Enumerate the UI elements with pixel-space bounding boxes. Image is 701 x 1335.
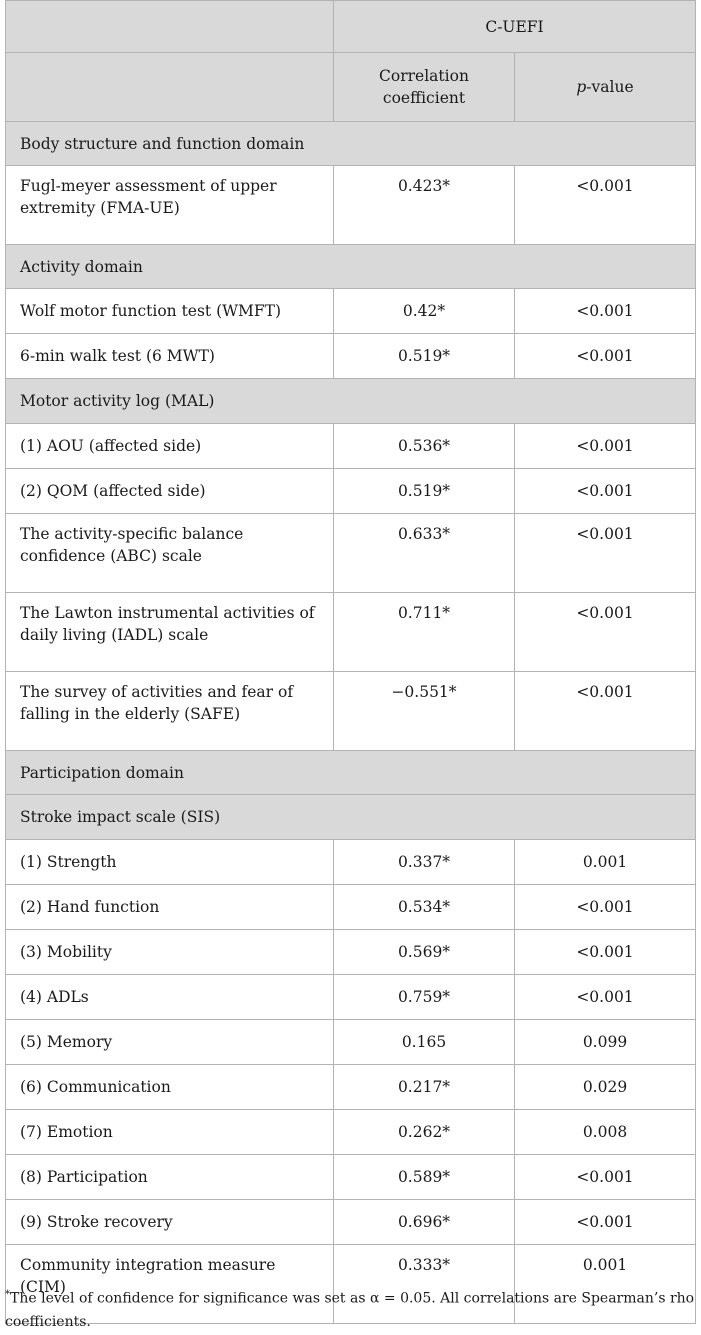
p-value: 0.001 (515, 1245, 696, 1324)
header-empty-cell (6, 1, 334, 53)
measure-label: The Lawton instrumental activities of daily living (IADL) scale (6, 593, 334, 672)
table-row (6, 469, 696, 514)
subsection-label: Motor activity log (MAL) (6, 379, 696, 424)
correlation-value: 0.696* (334, 1200, 515, 1245)
correlation-value: 0.759* (334, 975, 515, 1020)
table-row (6, 334, 696, 379)
correlation-value: 0.333* (334, 1245, 515, 1324)
p-value: <0.001 (515, 930, 696, 975)
table-body (6, 122, 696, 1324)
p-value: <0.001 (515, 975, 696, 1020)
correlation-value: 0.262* (334, 1110, 515, 1155)
table-row (6, 1065, 696, 1110)
measure-label: (7) Emotion (6, 1110, 334, 1155)
correlation-value: 0.423* (334, 166, 515, 245)
p-value: <0.001 (515, 672, 696, 751)
p-italic: p (576, 78, 587, 96)
col-header-correlation: Correlation coefficient (334, 53, 515, 122)
measure-label: (6) Communication (6, 1065, 334, 1110)
table-row (6, 1020, 696, 1065)
correlation-value: 0.217* (334, 1065, 515, 1110)
section-label: Participation domain (6, 751, 696, 795)
correlation-value: 0.337* (334, 840, 515, 885)
table-row (6, 514, 696, 593)
p-value: <0.001 (515, 289, 696, 334)
p-value: <0.001 (515, 514, 696, 593)
measure-label: (1) AOU (affected side) (6, 424, 334, 469)
group-header-c-uefi: C-UEFI (334, 1, 696, 53)
p-value: <0.001 (515, 1200, 696, 1245)
p-value: 0.008 (515, 1110, 696, 1155)
p-value: <0.001 (515, 1155, 696, 1200)
p-value: <0.001 (515, 885, 696, 930)
measure-label: 6-min walk test (6 MWT) (6, 334, 334, 379)
p-value: 0.029 (515, 1065, 696, 1110)
correlation-value: 0.536* (334, 424, 515, 469)
table-row (6, 1200, 696, 1245)
measure-label: (1) Strength (6, 840, 334, 885)
measure-label: (2) QOM (affected side) (6, 469, 334, 514)
subsection-header-row (6, 379, 696, 424)
measure-label: Fugl-meyer assessment of upper extremity (FMA-UE) (6, 166, 334, 245)
correlation-value: 0.711* (334, 593, 515, 672)
table-footnote (5, 1283, 695, 1334)
p-value: <0.001 (515, 334, 696, 379)
correlation-value: 0.165 (334, 1020, 515, 1065)
correlation-value: −0.551* (334, 672, 515, 751)
correlation-value: 0.519* (334, 469, 515, 514)
table-row (6, 424, 696, 469)
section-label: Activity domain (6, 245, 696, 289)
correlation-value: 0.569* (334, 930, 515, 975)
measure-label: The survey of activities and fear of falling in the elderly (SAFE) (6, 672, 334, 751)
section-header-row (6, 245, 696, 289)
table-row (6, 672, 696, 751)
table-row (6, 1155, 696, 1200)
table-row (6, 975, 696, 1020)
measure-label: (9) Stroke recovery (6, 1200, 334, 1245)
p-value: <0.001 (515, 166, 696, 245)
table-row (6, 289, 696, 334)
footnote-marker: * (5, 1289, 10, 1300)
section-label: Body structure and function domain (6, 122, 696, 166)
table-row (6, 1110, 696, 1155)
table-row (6, 885, 696, 930)
header-empty-cell-lower (6, 53, 334, 122)
measure-label: (8) Participation (6, 1155, 334, 1200)
measure-label: Wolf motor function test (WMFT) (6, 289, 334, 334)
p-value: <0.001 (515, 469, 696, 514)
section-header-row (6, 751, 696, 795)
measure-label: Community integration measure (CIM) (6, 1245, 334, 1324)
correlation-table (5, 0, 696, 1324)
p-value: <0.001 (515, 424, 696, 469)
table-row (6, 166, 696, 245)
p-value: <0.001 (515, 593, 696, 672)
p-value: 0.001 (515, 840, 696, 885)
table-row (6, 593, 696, 672)
correlation-value: 0.42* (334, 289, 515, 334)
measure-label: (2) Hand function (6, 885, 334, 930)
footnote-text: The level of confidence for significance was set as α = 0.05. All correlations are Spearman’s rho coefficients. (5, 1290, 695, 1330)
measure-label: The activity-specific balance confidence (ABC) scale (6, 514, 334, 593)
col-header-p-value (515, 53, 696, 122)
p-value: 0.099 (515, 1020, 696, 1065)
measure-label: (3) Mobility (6, 930, 334, 975)
header-row-group (6, 1, 696, 53)
p-value-suffix: -value (586, 78, 634, 96)
correlation-value: 0.633* (334, 514, 515, 593)
measure-label: (4) ADLs (6, 975, 334, 1020)
measure-label: (5) Memory (6, 1020, 334, 1065)
correlation-value: 0.534* (334, 885, 515, 930)
table-row (6, 930, 696, 975)
correlation-value: 0.519* (334, 334, 515, 379)
header-row-columns (6, 53, 696, 122)
table-row (6, 840, 696, 885)
correlation-value: 0.589* (334, 1155, 515, 1200)
section-header-row (6, 122, 696, 166)
subsection-label: Stroke impact scale (SIS) (6, 795, 696, 840)
subsection-header-row (6, 795, 696, 840)
